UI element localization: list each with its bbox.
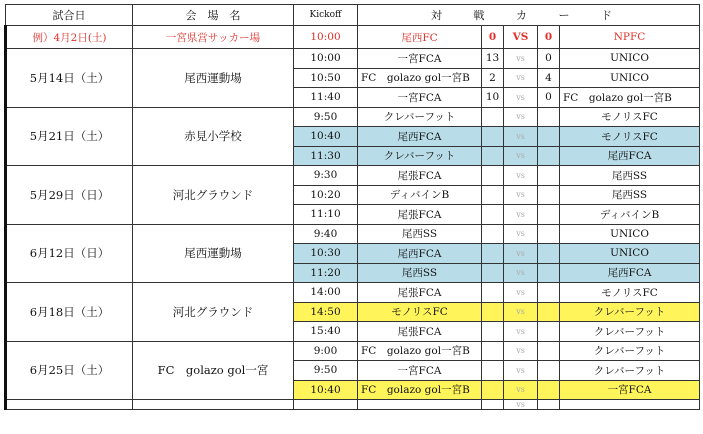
kickoff-time: 9:40 [294,224,358,244]
home-team: FC golazo gol一宮B [358,341,482,361]
home-team: 尾西FCA [358,244,482,264]
home-team: 尾西SS [358,224,482,244]
vs-label: vs [504,283,538,303]
kickoff-time: 9:30 [294,166,358,186]
away-team: UNICO [560,244,700,264]
kickoff-time: 11:10 [294,205,358,225]
vs-label: vs [504,127,538,147]
vs-label: vs [504,361,538,381]
home-score [482,380,504,400]
away-score [538,107,560,127]
kickoff-time: 10:50 [294,68,358,88]
kickoff-time: 9:00 [294,341,358,361]
away-team: ディバインB [560,205,700,225]
match-date: 6月25日（土） [6,341,133,400]
away-score: 0 [538,49,560,69]
away-score [538,341,560,361]
home-score: 10 [482,88,504,108]
home-team: 尾張FCA [358,166,482,186]
home-score [482,224,504,244]
match-venue: 尾西運動場 [133,49,294,108]
kickoff-time: 10:20 [294,185,358,205]
header-match-card: 対 戦 カ ー ド [358,5,700,26]
home-team: ディバインB [358,185,482,205]
match-row [6,166,700,186]
away-score [538,127,560,147]
home-score [482,283,504,303]
vs-label: vs [504,166,538,186]
home-team: 尾張FCA [358,205,482,225]
away-score: 0 [538,88,560,108]
vs-label: vs [504,146,538,166]
header-row [6,5,700,26]
home-score [482,107,504,127]
match-row [6,107,700,127]
away-score: 4 [538,68,560,88]
away-team: モノリスFC [560,107,700,127]
vs-label: vs [504,302,538,322]
kickoff-time: 11:20 [294,263,358,283]
blank-cell [482,400,504,410]
kickoff-time: 14:00 [294,283,358,303]
away-score [538,322,560,342]
home-team: FC golazo gol一宮B [358,68,482,88]
away-team: 尾西SS [560,185,700,205]
vs-label: vs [504,263,538,283]
match-date: 5月21日（土） [6,107,133,166]
away-team: クレバーフット [560,361,700,381]
match-venue: 尾西運動場 [133,224,294,283]
home-score [482,341,504,361]
kickoff-time: 10:30 [294,244,358,264]
away-score [538,283,560,303]
away-score [538,185,560,205]
vs-label: vs [504,341,538,361]
away-score [538,205,560,225]
home-score [482,166,504,186]
away-team: UNICO [560,224,700,244]
vs-label: vs [504,380,538,400]
kickoff-time: 9:50 [294,361,358,381]
home-score [482,244,504,264]
away-team: 尾西SS [560,166,700,186]
match-row [6,224,700,244]
kickoff-time: 14:50 [294,302,358,322]
vs-label: vs [504,224,538,244]
home-score [482,302,504,322]
example-home-team: 尾西FC [358,26,482,49]
blank-cell [6,400,133,410]
away-score [538,146,560,166]
vs-label: vs [504,68,538,88]
away-team: 尾西FCA [560,146,700,166]
example-venue: 一宮県営サッカー場 [133,26,294,49]
home-team: クレバーフット [358,107,482,127]
match-row [6,341,700,361]
away-team: クレバーフット [560,302,700,322]
blank-cell [133,400,294,410]
vs-label: vs [504,185,538,205]
kickoff-time: 9:50 [294,107,358,127]
match-schedule-table [4,4,700,410]
match-date: 5月14日（土） [6,49,133,108]
home-team: FC golazo gol一宮B [358,380,482,400]
match-venue: 河北グラウンド [133,166,294,225]
header-kickoff: Kickoff [294,5,358,26]
home-score: 2 [482,68,504,88]
example-kickoff: 10:00 [294,26,358,49]
home-score [482,127,504,147]
blank-cell [358,400,482,410]
home-score [482,263,504,283]
kickoff-time: 10:00 [294,49,358,69]
header-date: 試合日 [6,5,133,26]
kickoff-time: 11:40 [294,88,358,108]
example-home-score: 0 [482,26,504,49]
home-score [482,322,504,342]
away-team: UNICO [560,49,700,69]
match-row [6,49,700,69]
blank-cell [560,400,700,410]
vs-label: vs [504,400,538,410]
vs-label: vs [504,49,538,69]
away-team: 一宮FCA [560,380,700,400]
home-team: 尾張FCA [358,283,482,303]
header-venue: 会 場 名 [133,5,294,26]
home-team: 尾西SS [358,263,482,283]
kickoff-time: 10:40 [294,380,358,400]
vs-label: vs [504,205,538,225]
away-team: モノリスFC [560,283,700,303]
example-away-score: 0 [538,26,560,49]
match-venue: 赤見小学校 [133,107,294,166]
home-team: 一宮FCA [358,49,482,69]
home-team: 尾西FCA [358,127,482,147]
away-score [538,244,560,264]
away-score [538,380,560,400]
home-team: 一宮FCA [358,88,482,108]
vs-label: vs [504,322,538,342]
away-score [538,302,560,322]
match-date: 6月12日（日） [6,224,133,283]
home-score [482,361,504,381]
kickoff-time: 11:30 [294,146,358,166]
kickoff-time: 15:40 [294,322,358,342]
example-row [6,26,700,49]
home-score [482,146,504,166]
match-row [6,283,700,303]
away-score [538,224,560,244]
home-team: 尾張FCA [358,322,482,342]
away-team: モノリスFC [560,127,700,147]
match-venue: 河北グラウンド [133,283,294,342]
away-score [538,166,560,186]
next-row-partial [6,400,700,410]
away-team: UNICO [560,68,700,88]
home-score [482,185,504,205]
home-score: 13 [482,49,504,69]
match-date: 5月29日（日） [6,166,133,225]
kickoff-time: 10:40 [294,127,358,147]
away-team: クレバーフット [560,341,700,361]
away-score [538,361,560,381]
match-venue: FC golazo gol一宮 [133,341,294,400]
away-team: 尾西FCA [560,263,700,283]
home-team: 一宮FCA [358,361,482,381]
home-team: モノリスFC [358,302,482,322]
schedule-body [6,26,700,410]
vs-label: vs [504,244,538,264]
away-score [538,263,560,283]
away-team: FC golazo gol一宮B [560,88,700,108]
example-vs: VS [504,26,538,49]
example-away-team: NPFC [560,26,700,49]
vs-label: vs [504,88,538,108]
match-date: 6月18日（土） [6,283,133,342]
blank-cell [538,400,560,410]
home-team: クレバーフット [358,146,482,166]
away-team: クレバーフット [560,322,700,342]
vs-label: vs [504,107,538,127]
blank-cell [294,400,358,410]
example-date: 例）4月2日(土) [6,26,133,49]
home-score [482,205,504,225]
